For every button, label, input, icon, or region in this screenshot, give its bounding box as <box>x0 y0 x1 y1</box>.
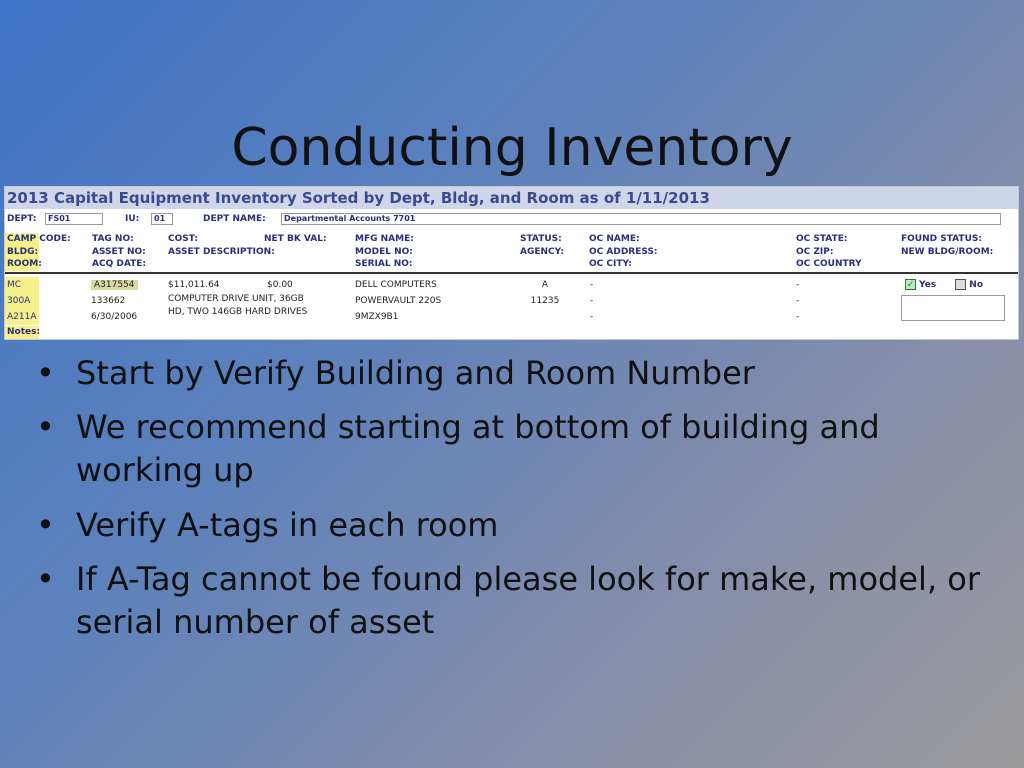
header-oc-name: OC NAME: <box>589 234 640 244</box>
header-tag-no: TAG NO: <box>92 234 134 244</box>
record-bldg: 300A <box>7 296 31 306</box>
record-status: A <box>541 280 549 290</box>
bullet-item: • Verify A-tags in each room <box>36 505 499 544</box>
record-camp-code: MC <box>7 280 22 290</box>
found-no-checkbox[interactable] <box>955 279 966 290</box>
header-model-no: MODEL NO: <box>355 246 413 257</box>
record-model-no: POWERVAULT 220S <box>355 296 442 306</box>
record-oc-state: - <box>796 280 800 290</box>
header-found-status: FOUND STATUS: <box>901 234 982 244</box>
header-camp-code: CAMP CODE: <box>7 234 71 244</box>
dept-name-label: DEPT NAME: <box>203 214 266 224</box>
header-mfg-name: MFG NAME: <box>355 234 414 244</box>
record-agency: 11235 <box>530 296 560 306</box>
found-yes-label: Yes <box>919 280 937 290</box>
bullet-text: Verify A-tags in each room <box>76 505 499 544</box>
header-new-bldg-room: NEW BLDG/ROOM: <box>901 246 994 257</box>
header-acq-date: ACQ DATE: <box>92 259 146 269</box>
header-separator <box>5 272 1018 274</box>
inventory-screenshot <box>4 186 1019 340</box>
found-yes-checkbox[interactable]: ✓ <box>906 280 915 290</box>
record-oc-name: - <box>590 280 594 290</box>
record-asset-no: 133662 <box>91 296 126 306</box>
found-no-label: No <box>969 280 984 290</box>
header-agency: AGENCY: <box>520 246 564 257</box>
header-oc-city: OC CITY: <box>589 259 632 269</box>
record-serial-no: 9MZX9B1 <box>355 312 399 322</box>
header-oc-country: OC COUNTRY <box>796 259 862 269</box>
header-serial-no: SERIAL NO: <box>355 259 413 269</box>
record-cost: $11,011.64 <box>168 280 220 290</box>
dept-field[interactable]: FS01 <box>45 213 103 225</box>
record-oc-country: - <box>796 312 800 322</box>
header-asset-description: ASSET DESCRIPTION: <box>168 246 275 257</box>
bullet-list <box>36 352 996 655</box>
header-bldg: BLDG: <box>7 246 39 257</box>
bullet-text: Start by Verify Building and Room Number <box>76 354 755 392</box>
dept-name-field[interactable]: Departmental Accounts 7701 <box>281 213 1001 225</box>
record-oc-city: - <box>590 312 594 322</box>
bullet-item: • We recommend starting at bottom of building and working up <box>36 408 880 490</box>
dept-label: DEPT: <box>7 214 37 224</box>
header-oc-zip: OC ZIP: <box>796 246 834 257</box>
header-room: ROOM: <box>7 259 42 269</box>
bullet-text: If A-Tag cannot be found please look for make, model, or serial number of asset <box>76 559 981 641</box>
header-oc-state: OC STATE: <box>796 234 848 244</box>
inventory-title: 2013 Capital Equipment Inventory Sorted by Dept, Bldg, and Room as of 1/11/2013 <box>5 187 1018 209</box>
iu-field[interactable]: 01 <box>151 213 173 225</box>
record-room: A211A <box>7 312 37 322</box>
bullet-item: • Start by Verify Building and Room Number <box>36 354 755 392</box>
bullet-item: • If A-Tag cannot be found please look for make, model, or serial number of asset <box>36 559 981 641</box>
iu-label: IU: <box>125 214 140 224</box>
record-acq-date: 6/30/2006 <box>91 312 138 322</box>
table-row <box>5 277 1018 329</box>
header-net-bk-val: NET BK VAL: <box>264 234 327 244</box>
header-cost: COST: <box>168 234 198 244</box>
record-oc-address: - <box>590 296 594 306</box>
header-asset-no: ASSET NO: <box>92 246 146 257</box>
record-desc-line1: COMPUTER DRIVE UNIT, 36GB <box>168 294 304 304</box>
record-tag-no: A317554 <box>91 280 138 290</box>
slide-title: Conducting Inventory <box>231 118 793 178</box>
new-bldg-room-field[interactable] <box>901 295 1005 321</box>
record-mfg-name: DELL COMPUTERS <box>355 280 437 290</box>
bullet-text: We recommend starting at bottom of building and working up <box>76 408 880 490</box>
header-status: STATUS: <box>520 234 562 244</box>
record-desc-line2: HD, TWO 146GB HARD DRIVES <box>168 307 308 317</box>
record-oc-zip: - <box>796 296 800 306</box>
header-oc-address: OC ADDRESS: <box>589 246 658 257</box>
record-net-bk-val: $0.00 <box>267 280 293 290</box>
notes-label: Notes: <box>7 327 41 337</box>
